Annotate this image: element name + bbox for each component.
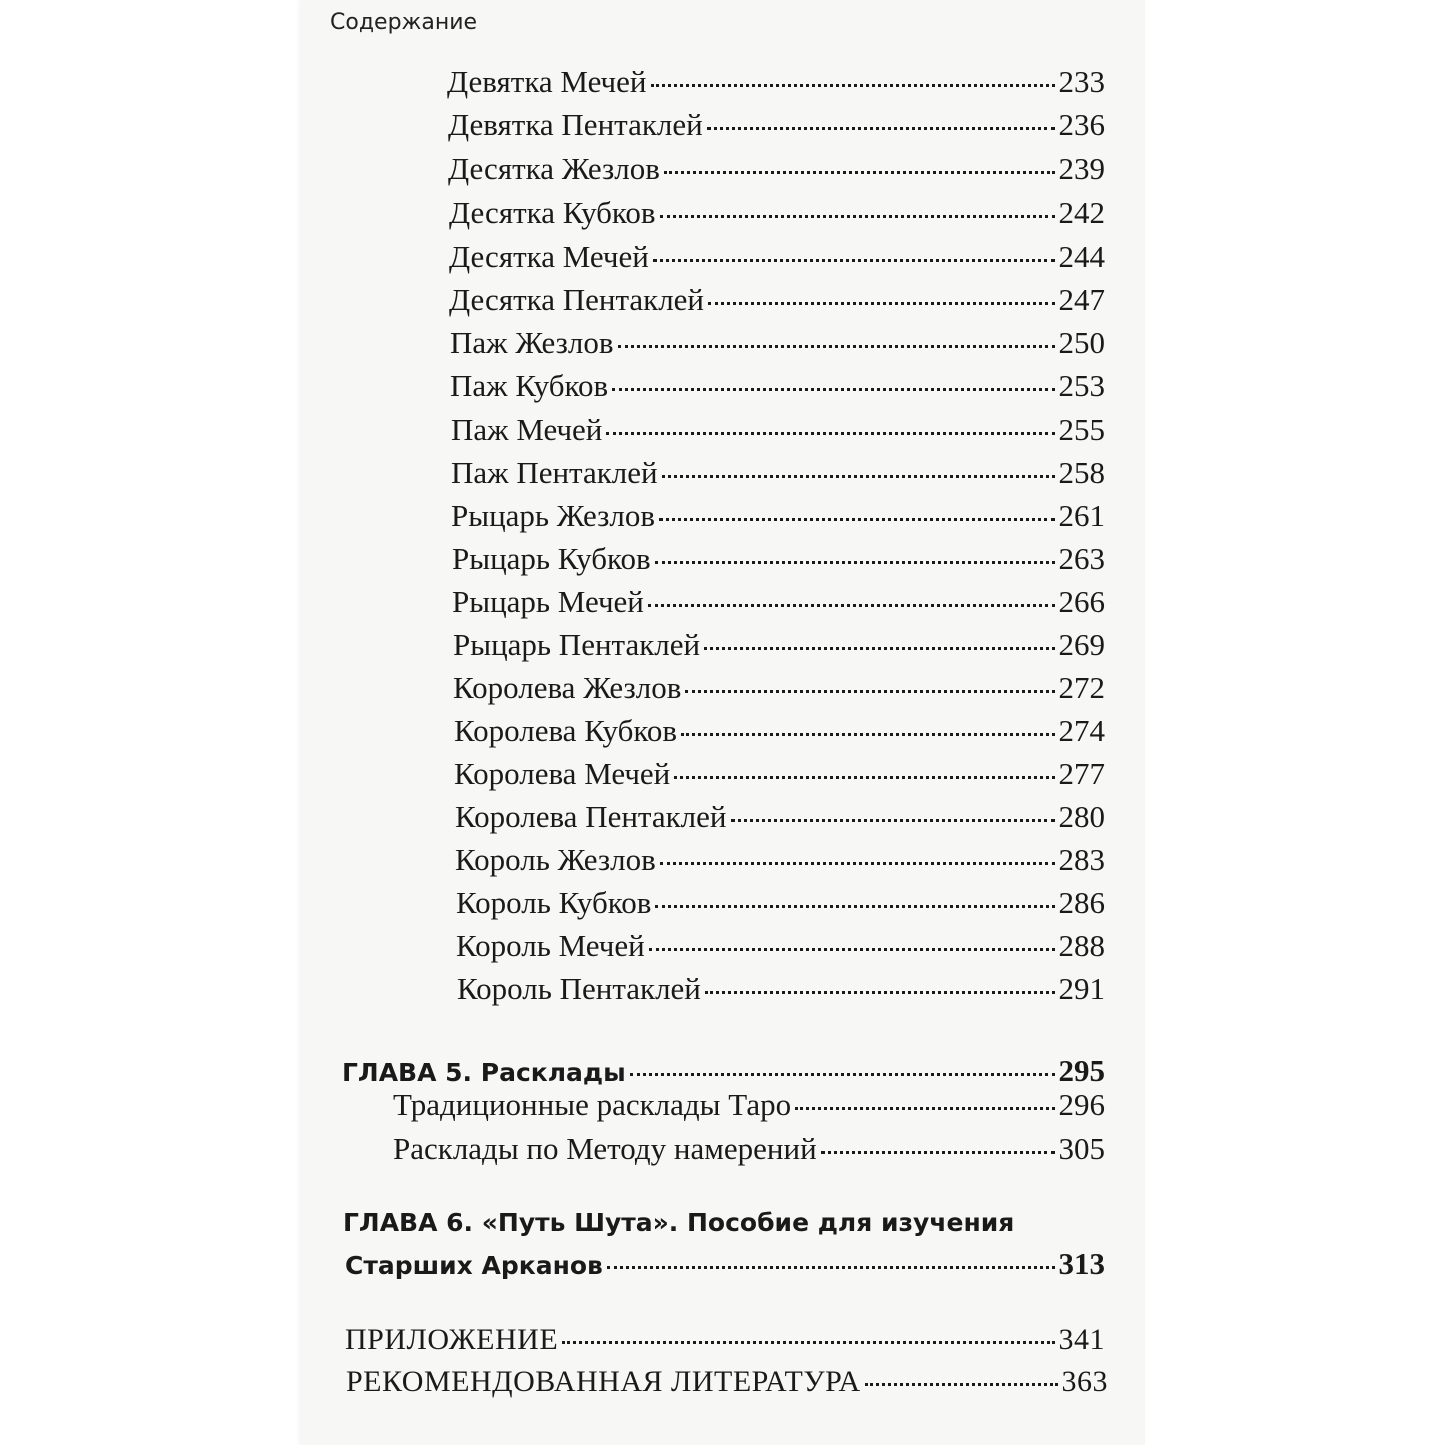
toc-entry-page: 274 [1058, 713, 1105, 748]
toc-chapter-page: 313 [1058, 1246, 1105, 1281]
toc-entry [449, 282, 1105, 318]
toc-entry [454, 756, 1105, 792]
toc-entry-title: Король Кубков [456, 885, 652, 920]
dot-leader [708, 302, 1054, 305]
dot-leader [865, 1383, 1058, 1386]
dot-leader [655, 561, 1055, 564]
toc-entry-title: Королева Пентаклей [455, 799, 727, 834]
toc-entry [450, 368, 1105, 404]
dot-leader [655, 905, 1054, 908]
toc-entry-page: 288 [1058, 928, 1105, 963]
toc-entry-page: 253 [1058, 368, 1105, 403]
toc-entry [451, 455, 1105, 491]
toc-entry-title: Королева Жезлов [453, 670, 682, 705]
toc-entry [455, 799, 1105, 835]
toc-chapter-6 [345, 1246, 1105, 1282]
running-header: Содержание [330, 10, 478, 35]
toc-entry-title: Паж Пентаклей [451, 455, 658, 490]
toc-entry [456, 928, 1105, 964]
toc-entry [451, 498, 1105, 534]
dot-leader [662, 475, 1055, 478]
toc-appendix-page: 341 [1058, 1323, 1105, 1356]
toc-subentry-page: 296 [1058, 1087, 1105, 1122]
toc-entry-page: 266 [1058, 584, 1105, 619]
toc-entry-title: Десятка Мечей [449, 239, 649, 274]
toc-subentry [393, 1087, 1105, 1123]
toc-entry [448, 151, 1105, 187]
toc-chapter-6-title-line1: ГЛАВА 6. «Путь Шута». Пособие для изучения [343, 1208, 1015, 1237]
dot-leader [562, 1341, 1054, 1344]
toc-entry-page: 239 [1058, 151, 1105, 186]
dot-leader [618, 345, 1055, 348]
toc-subentry-title: Расклады по Методу намерений [393, 1131, 817, 1166]
dot-leader [660, 215, 1055, 218]
toc-entry [449, 239, 1105, 275]
toc-entry-title: Десятка Кубков [449, 195, 656, 230]
dot-leader [664, 171, 1055, 174]
toc-entry-page: 233 [1058, 64, 1105, 99]
toc-entry [452, 584, 1105, 620]
toc-entry [447, 64, 1105, 100]
dot-leader [649, 948, 1055, 951]
toc-chapter-title: Старших Арканов [345, 1251, 603, 1280]
toc-chapter-5 [342, 1053, 1105, 1089]
toc-entry [453, 670, 1105, 706]
book-page [300, 0, 1145, 1445]
toc-entry-title: Десятка Пентаклей [449, 282, 705, 317]
toc-literature [346, 1365, 1108, 1399]
toc-entry-page: 286 [1058, 885, 1105, 920]
toc-entry-title: Паж Кубков [450, 368, 609, 403]
dot-leader [707, 127, 1055, 130]
toc-entry-page: 291 [1058, 971, 1105, 1006]
toc-entry-page: 280 [1058, 799, 1105, 834]
dot-leader [659, 518, 1055, 521]
dot-leader [612, 388, 1054, 391]
toc-entry-title: Девятка Мечей [447, 64, 647, 99]
dot-leader [821, 1151, 1055, 1154]
toc-entry-title: Король Жезлов [455, 842, 656, 877]
toc-entry [452, 541, 1105, 577]
dot-leader [607, 1266, 1055, 1269]
toc-entry-page: 255 [1058, 412, 1105, 447]
toc-entry [455, 842, 1105, 878]
toc-entry-page: 258 [1058, 455, 1105, 490]
dot-leader [648, 604, 1055, 607]
toc-entry [453, 627, 1105, 663]
toc-entry [448, 107, 1105, 143]
toc-entry-title: Рыцарь Мечей [452, 584, 644, 619]
toc-entry-title: Десятка Жезлов [448, 151, 660, 186]
toc-subentry-title: Традиционные расклады Таро [393, 1087, 792, 1122]
toc-entry-title: Рыцарь Пентаклей [453, 627, 701, 662]
dot-leader [660, 862, 1055, 865]
dot-leader [795, 1107, 1054, 1110]
toc-literature-title: РЕКОМЕНДОВАННАЯ ЛИТЕРАТУРА [346, 1365, 861, 1398]
toc-entry-title: Королева Мечей [454, 756, 671, 791]
toc-entry [454, 713, 1105, 749]
dot-leader [630, 1073, 1055, 1076]
toc-entry-page: 242 [1058, 195, 1105, 230]
toc-entry-page: 263 [1058, 541, 1105, 576]
dot-leader [606, 432, 1054, 435]
toc-entry-title: Король Мечей [456, 928, 645, 963]
toc-entry-page: 236 [1058, 107, 1105, 142]
dot-leader [651, 84, 1055, 87]
dot-leader [681, 733, 1054, 736]
dot-leader [653, 259, 1055, 262]
dot-leader [674, 776, 1054, 779]
dot-leader [704, 647, 1054, 650]
toc-entry [450, 325, 1105, 361]
toc-entry-title: Рыцарь Жезлов [451, 498, 655, 533]
toc-chapter-page: 295 [1058, 1053, 1105, 1088]
toc-entry-title: Паж Жезлов [450, 325, 614, 360]
toc-entry-page: 250 [1058, 325, 1105, 360]
toc-entry-page: 272 [1058, 670, 1105, 705]
toc-entry-page: 277 [1058, 756, 1105, 791]
toc-entry-page: 247 [1058, 282, 1105, 317]
toc-entry-page: 269 [1058, 627, 1105, 662]
toc-entry-page: 244 [1058, 239, 1105, 274]
toc-literature-page: 363 [1061, 1365, 1108, 1398]
toc-subentry [393, 1131, 1105, 1167]
toc-entry-title: Рыцарь Кубков [452, 541, 651, 576]
toc-entry [457, 971, 1105, 1007]
dot-leader [685, 690, 1054, 693]
toc-entry-title: Королева Кубков [454, 713, 678, 748]
toc-appendix-title: ПРИЛОЖЕНИЕ [345, 1323, 559, 1356]
toc-entry-page: 261 [1058, 498, 1105, 533]
toc-entry [451, 412, 1105, 448]
dot-leader [705, 991, 1055, 994]
toc-entry-title: Король Пентаклей [457, 971, 701, 1006]
toc-appendix [345, 1323, 1105, 1357]
toc-subentry-page: 305 [1058, 1131, 1105, 1166]
toc-entry-title: Паж Мечей [451, 412, 603, 447]
toc-entry [449, 195, 1105, 231]
toc-chapter-title: ГЛАВА 5. Расклады [342, 1058, 626, 1087]
toc-entry-page: 283 [1058, 842, 1105, 877]
dot-leader [731, 819, 1055, 822]
toc-entry [456, 885, 1105, 921]
toc-entry-title: Девятка Пентаклей [448, 107, 703, 142]
